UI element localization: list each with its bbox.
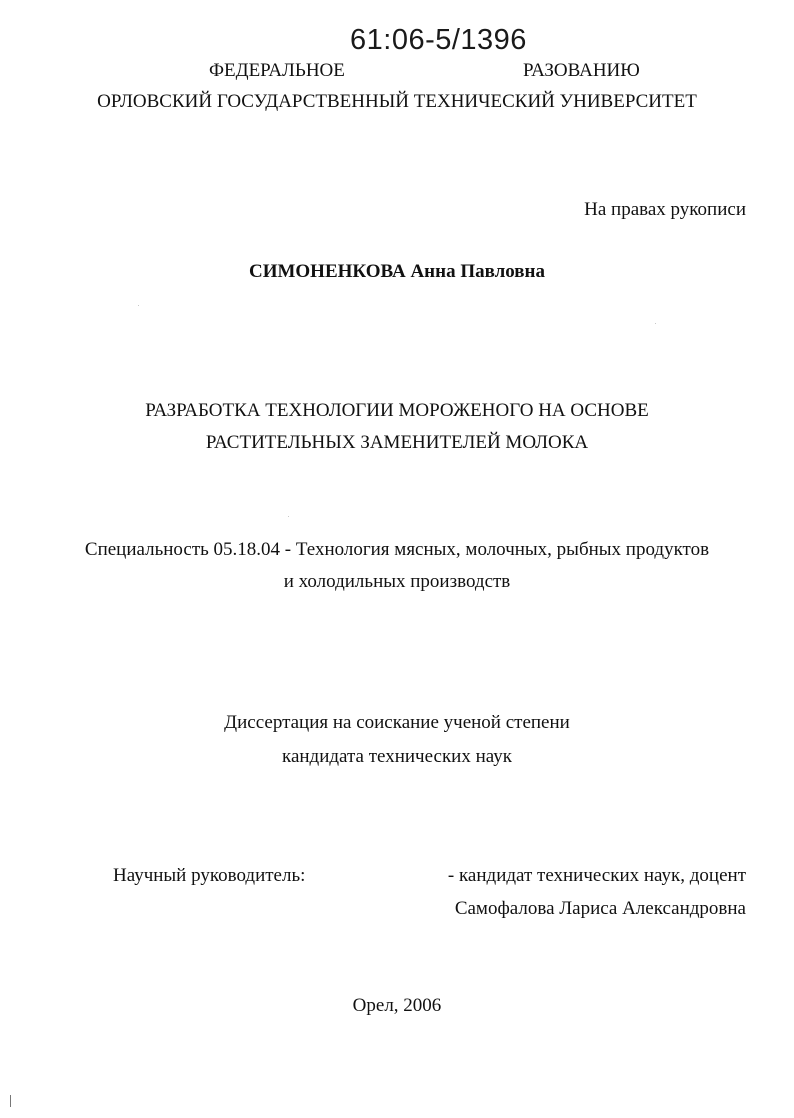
ministry-header-left: ФЕДЕРАЛЬНОЕ [209, 60, 345, 81]
university-name: ОРЛОВСКИЙ ГОСУДАРСТВЕННЫЙ ТЕХНИЧЕСКИЙ УНИВЕРСИТЕТ [97, 91, 697, 112]
supervisor-label: Научный руководитель: [113, 865, 306, 886]
author-surname: СИМОНЕНКОВА [248, 261, 406, 282]
specialty-line-1: Специальность 05.18.04 - Технология мясных, молочных, рыбных продуктов [84, 539, 710, 560]
library-stamp-number: 61:06-5/1396 [350, 24, 527, 56]
degree-line-1: Диссертация на соискание ученой степени [224, 712, 570, 733]
degree-line-2: кандидата технических наук [282, 746, 512, 767]
scan-speck [138, 305, 139, 306]
ministry-header-right: РАЗОВАНИЮ [523, 60, 640, 81]
scan-speck [288, 516, 289, 517]
thesis-title-line-2: РАСТИТЕЛЬНЫХ ЗАМЕНИТЕЛЕЙ МОЛОКА [205, 432, 589, 453]
specialty-line-2: и холодильных производств [283, 571, 511, 592]
supervisor-credentials: - кандидат технических наук, доцент [447, 865, 746, 886]
scan-speck [655, 323, 656, 324]
manuscript-note: На правах рукописи [584, 199, 746, 220]
place-and-year: Орел, 2006 [352, 995, 442, 1016]
author-given-names: Анна Павловна [410, 261, 546, 282]
scan-edge-mark [10, 1095, 11, 1107]
supervisor-name: Самофалова Лариса Александровна [454, 898, 746, 919]
author-name [0, 261, 794, 283]
thesis-title-line-1: РАЗРАБОТКА ТЕХНОЛОГИИ МОРОЖЕНОГО НА ОСНОВЕ [145, 400, 649, 421]
